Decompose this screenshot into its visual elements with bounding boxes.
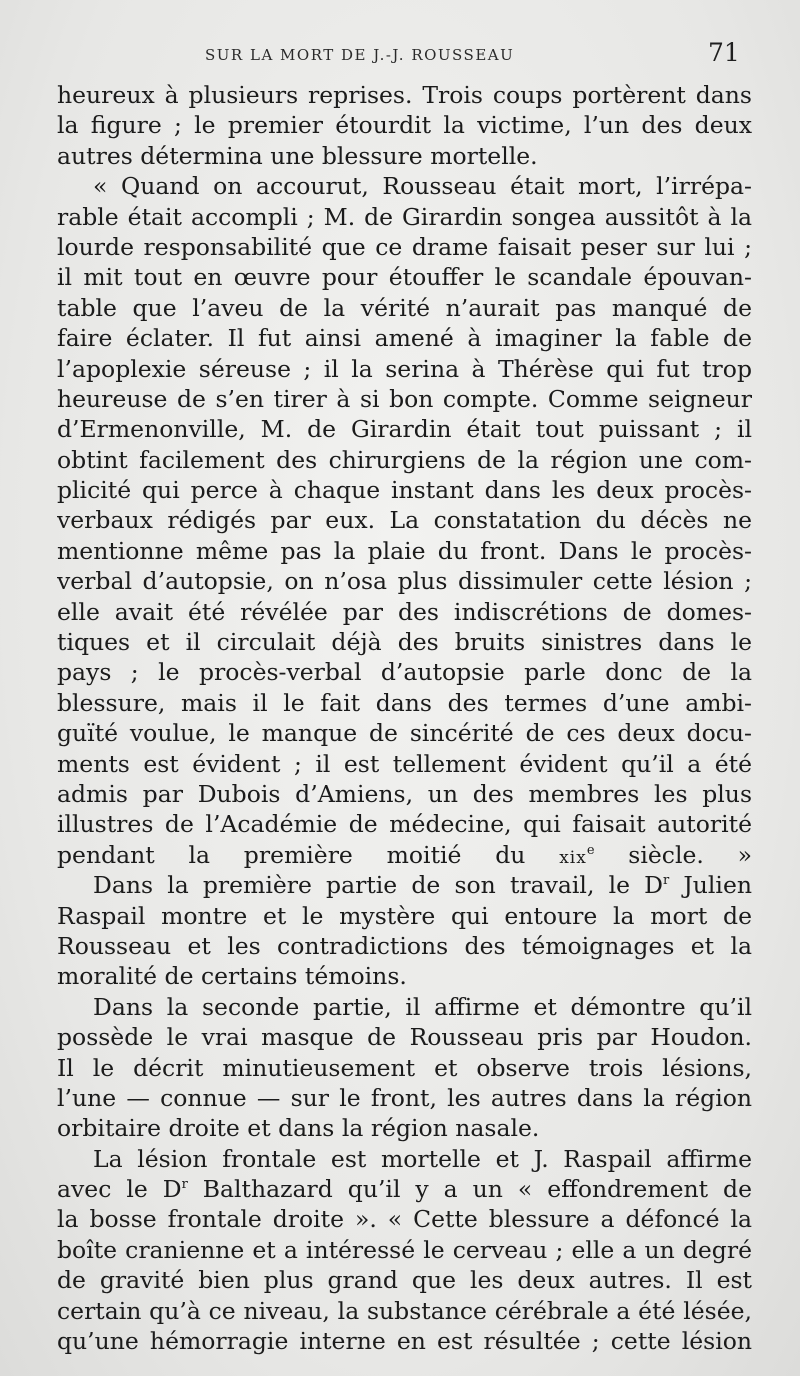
text-segment: Balthazard qu’il y a un « effondrement de: [187, 1175, 752, 1204]
text-line: d’Ermenonville, M. de Girardin était tout puissant ; il: [57, 415, 752, 444]
text-line: obtint facilement des chirurgiens de la région une com-: [57, 445, 752, 474]
text-line: plicité qui perce à chaque instant dans les deux procès-: [57, 476, 752, 505]
text-line: la figure ; le premier étourdit la victime, l’un des deux: [57, 111, 752, 140]
text-line: orbitaire droite et dans la région nasale.: [57, 1114, 540, 1143]
text-line: [57, 1174, 752, 1204]
text-segment: pendant la première moitié du: [57, 840, 560, 869]
text-line: l’apoplexie séreuse ; il la serina à Thérèse qui fut trop: [57, 354, 752, 383]
page-number: 71: [708, 38, 740, 67]
text-line: rable était accompli ; M. de Girardin songea aussitôt à la: [57, 202, 752, 231]
superscript: r: [662, 873, 670, 889]
text-line: guïté voulue, le manque de sincérité de ces deux docu-: [57, 719, 752, 748]
text-line: Dans la seconde partie, il affirme et démontre qu’il: [93, 992, 752, 1021]
text-line: ments est évident ; il est tellement évident qu’il a été: [57, 749, 752, 778]
text-segment: Julien: [669, 871, 752, 900]
text-line: autres détermina une blessure mortelle.: [57, 141, 538, 170]
text-line: Il le décrit minutieusement et observe trois lésions,: [57, 1053, 752, 1082]
text-line: Rousseau et les contradictions des témoignages et la: [57, 931, 752, 960]
text-line: certain qu’à ce niveau, la substance cérébrale a été lésée,: [57, 1296, 752, 1325]
text-segment: avec le D: [57, 1175, 182, 1204]
text-line: la bosse frontale droite ». « Cette blessure a défoncé la: [57, 1205, 752, 1234]
text-line: [57, 840, 752, 870]
text-line: verbaux rédigés par eux. La constatation du décès ne: [57, 506, 752, 535]
text-line: tiques et il circulait déjà des bruits sinistres dans le: [57, 628, 752, 657]
text-line: heureuse de s’en tirer à si bon compte. Comme seigneur: [57, 384, 752, 413]
text-line: [57, 870, 752, 900]
text-segment: Dans la première partie de son travail, le D: [93, 871, 663, 900]
text-line: « Quand on accourut, Rousseau était mort, l’irrépa-: [93, 172, 752, 201]
smallcaps-numeral: xix: [559, 847, 587, 868]
text-line: illustres de l’Académie de médecine, qui faisait autorité: [57, 810, 752, 839]
text-body: [57, 80, 752, 1356]
text-line: faire éclater. Il fut ainsi amené à imaginer la fable de: [57, 324, 752, 353]
text-line: de gravité bien plus grand que les deux autres. Il est: [57, 1266, 752, 1295]
text-line: lourde responsabilité que ce drame faisait peser sur lui ;: [57, 232, 752, 261]
text-line: qu’une hémorragie interne en est résultée ; cette lésion: [57, 1327, 752, 1356]
text-line: heureux à plusieurs reprises. Trois coups portèrent dans: [57, 81, 752, 109]
text-line: mentionne même pas la plaie du front. Dans le procès-: [57, 536, 752, 565]
text-line: verbal d’autopsie, on n’osa plus dissimuler cette lésion ;: [57, 567, 752, 596]
text-line: blessure, mais il le fait dans des termes d’une ambi-: [57, 688, 752, 717]
running-head: SUR LA MORT DE J.-J. ROUSSEAU: [205, 46, 515, 64]
text-segment: siècle. »: [594, 840, 752, 869]
text-line: pays ; le procès-verbal d’autopsie parle donc de la: [57, 658, 752, 687]
text-line: il mit tout en œuvre pour étouffer le scandale épouvan-: [57, 263, 752, 292]
text-line: La lésion frontale est mortelle et J. Raspail affirme: [93, 1144, 752, 1173]
page-header: [0, 38, 800, 68]
text-line: elle avait été révélée par des indiscrétions de domes-: [57, 597, 752, 626]
superscript: r: [181, 1177, 188, 1193]
text-line: table que l’aveu de la vérité n’aurait pas manqué de: [57, 293, 752, 322]
text-line: boîte cranienne et a intéressé le cerveau ; elle a un degré: [57, 1235, 752, 1264]
text-line: possède le vrai masque de Rousseau pris par Houdon.: [57, 1023, 752, 1052]
superscript: e: [586, 842, 595, 858]
text-line: l’une — connue — sur le front, les autres dans la région: [57, 1083, 752, 1112]
text-line: Raspail montre et le mystère qui entoure la mort de: [57, 901, 752, 930]
text-line: admis par Dubois d’Amiens, un des membres les plus: [57, 779, 752, 808]
text-line: moralité de certains témoins.: [57, 962, 407, 991]
